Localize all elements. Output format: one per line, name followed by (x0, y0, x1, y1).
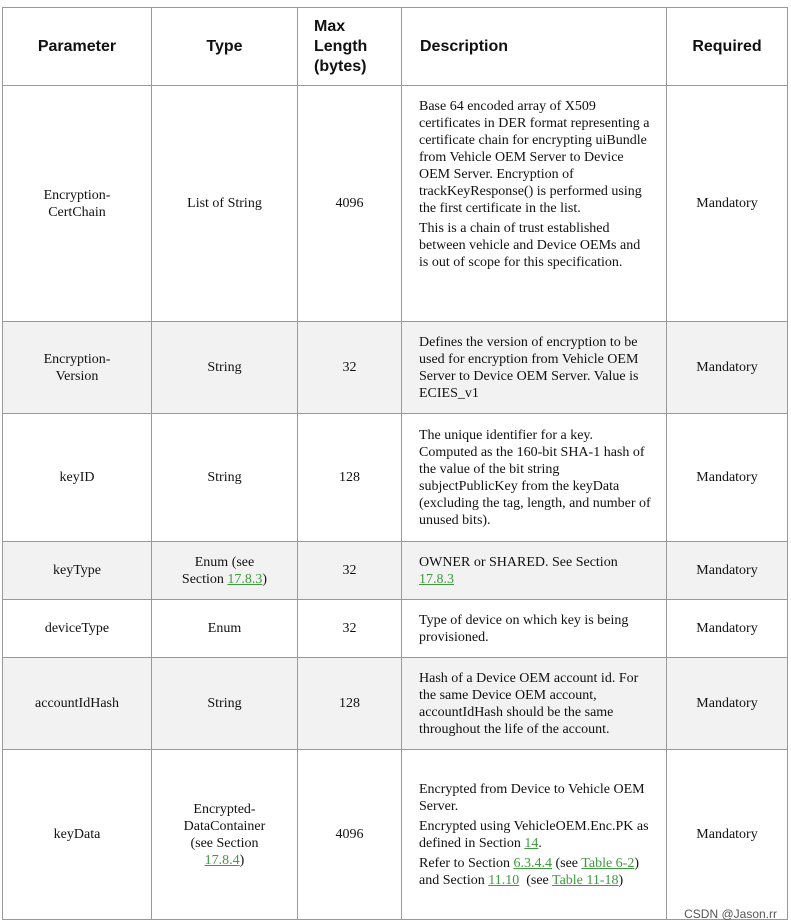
cell-required: Mandatory (667, 542, 788, 600)
parameter-table (2, 7, 788, 920)
type-line (152, 571, 297, 588)
param-line: Encryption- (43, 351, 111, 367)
table-row (3, 750, 788, 920)
cell-required: Mandatory (667, 322, 788, 414)
section-link[interactable]: 17.8.3 (419, 571, 454, 587)
cell-required: Mandatory (667, 600, 788, 658)
description-text: (see (519, 872, 552, 888)
cell-description (402, 86, 667, 322)
header-max-line2: Length (314, 37, 368, 55)
page-top-margin (0, 0, 791, 6)
header-max-line1: Max (314, 17, 346, 35)
type-line: (see Section (190, 835, 259, 851)
table-row (3, 86, 788, 322)
cell-type: Enum (152, 600, 298, 658)
cell-type: String (152, 322, 298, 414)
table-row (3, 414, 788, 542)
cell-required: Mandatory (667, 658, 788, 750)
cell-max-length: 32 (298, 600, 402, 658)
cell-parameter: keyID (3, 414, 152, 542)
description-paragraph (419, 855, 652, 889)
cell-type (152, 542, 298, 600)
description-paragraph: The unique identifier for a key. Computed as the 160-bit SHA-1 hash of the value of the bit string subjectPublicKey from the keyData (excluding the tag, length, and number of unused bits). (419, 427, 651, 528)
description-paragraph: Type of device on which key is being provisioned. (419, 612, 629, 645)
watermark: CSDN @Jason.rr (684, 907, 777, 921)
cell-required: Mandatory (667, 414, 788, 542)
cell-description (402, 322, 667, 414)
section-link[interactable]: 11.10 (488, 872, 520, 888)
cell-parameter: accountIdHash (3, 658, 152, 750)
description-text: ) (618, 872, 624, 888)
table-row (3, 322, 788, 414)
type-text: ) (262, 571, 268, 587)
cell-description (402, 542, 667, 600)
cell-type: List of String (152, 86, 298, 322)
description-paragraph (419, 554, 652, 588)
description-text: ) and Section (419, 855, 640, 888)
description-text: Refer to Section (419, 855, 514, 871)
table-row (3, 600, 788, 658)
cell-parameter: keyType (3, 542, 152, 600)
type-line: DataContainer (183, 818, 266, 834)
cell-required: Mandatory (667, 86, 788, 322)
param-line: Version (55, 368, 99, 384)
cell-max-length: 32 (298, 542, 402, 600)
type-text: Section (181, 571, 228, 587)
header-required: Required (667, 8, 788, 86)
description-paragraph: Base 64 encoded array of X509 certificates in DER format representing a certificate chain for encrypting uiBundle from Vehicle OEM Server to Device OEM Server. Encryption of trackKeyResponse() is performed using the first certificate in the list. (419, 99, 650, 216)
cell-parameter (3, 86, 152, 322)
cell-type: String (152, 414, 298, 542)
param-line: Encryption- (43, 187, 111, 203)
description-paragraph: Defines the version of encryption to be used for encryption from Vehicle OEM Server to Device OEM Server. Value is ECIES_v1 (419, 334, 639, 401)
cell-max-length: 4096 (298, 86, 402, 322)
cell-description (402, 414, 667, 542)
description-paragraph: This is a chain of trust established between vehicle and Device OEMs and is out of scope for this specification. (419, 221, 641, 270)
cell-required: Mandatory (667, 750, 788, 920)
table-row (3, 542, 788, 600)
description-paragraph: Encrypted from Device to Vehicle OEM Server. (419, 781, 645, 814)
table-link[interactable]: Table 11-18 (552, 872, 619, 888)
table-link[interactable]: Table 6-2 (581, 855, 635, 871)
description-text: (see (551, 855, 582, 871)
type-line: Enum (see (194, 554, 255, 570)
header-type: Type (152, 8, 298, 86)
cell-description (402, 750, 667, 920)
description-text: Encrypted using VehicleOEM.Enc.PK as defined in Section (419, 818, 649, 851)
type-line (152, 852, 297, 869)
cell-parameter: deviceType (3, 600, 152, 658)
cell-type: String (152, 658, 298, 750)
header-row (3, 8, 788, 86)
cell-parameter: keyData (3, 750, 152, 920)
header-parameter: Parameter (3, 8, 152, 86)
cell-max-length: 128 (298, 658, 402, 750)
cell-max-length: 128 (298, 414, 402, 542)
cell-description (402, 658, 667, 750)
section-link[interactable]: 17.8.4 (204, 852, 240, 868)
description-text: . (538, 835, 542, 851)
cell-max-length: 32 (298, 322, 402, 414)
description-text: OWNER or SHARED. See Section (419, 554, 618, 570)
type-line: Encrypted- (193, 801, 256, 817)
header-description: Description (402, 8, 667, 86)
type-text: ) (239, 852, 245, 868)
section-link[interactable]: 6.3.4.4 (513, 855, 552, 871)
cell-parameter (3, 322, 152, 414)
cell-max-length: 4096 (298, 750, 402, 920)
cell-type (152, 750, 298, 920)
section-link[interactable]: 14 (524, 835, 539, 851)
header-max-length (298, 8, 402, 86)
param-line: CertChain (48, 204, 106, 220)
section-link[interactable]: 17.8.3 (227, 571, 263, 587)
cell-description (402, 600, 667, 658)
description-paragraph: Hash of a Device OEM account id. For the same Device OEM account, accountIdHash should be the same throughout the life of the account. (419, 670, 639, 737)
description-paragraph (419, 818, 652, 852)
header-max-line3: (bytes) (314, 57, 367, 75)
table-row (3, 658, 788, 750)
